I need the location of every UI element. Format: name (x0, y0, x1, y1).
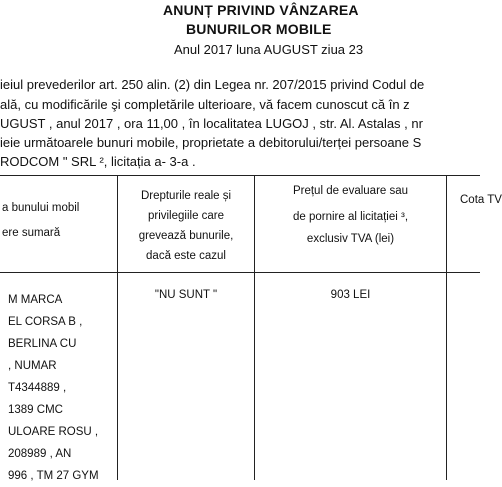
row-goods-line: 208989 , AN (8, 448, 72, 460)
row-goods-line: EL CORSA B , (8, 316, 83, 328)
header-col-goods-line: ere sumară (2, 227, 61, 239)
intro-line-2: ală, cu modificările şi completările ulterioare, vă facem cunoscut că în z (0, 97, 410, 112)
header-col-price (255, 180, 446, 250)
row-goods-line: T4344889 , (8, 382, 67, 394)
header-col-rights-line: dacă este cazul (146, 250, 226, 262)
intro-line-5: RODCOM " SRL ², licitația a- 3-a . (0, 154, 196, 169)
notice-subtitle: BUNURILOR MOBILE (186, 21, 332, 37)
header-col-rights-line: Drepturile reale și (140, 190, 232, 202)
intro-line-4: ieie următoarele bunuri mobile, proprietate a debitorului/terței persoane S (0, 135, 422, 150)
intro-line-1: ieiul prevederilor art. 250 alin. (2) din Legea nr. 207/2015 privind Codul de (0, 77, 425, 92)
header-col-vat: Cota TV (460, 194, 502, 206)
row-goods-line: 1389 CMC (8, 404, 63, 416)
intro-line-3: UGUST , anul 2017 , ora 11,00 , în localitatea LUGOJ , str. Al. Astalas , nr (0, 116, 423, 131)
row-col-price: 903 LEI (330, 289, 371, 301)
table-top-border (0, 175, 480, 176)
row-col-goods-description (8, 289, 99, 487)
header-col-rights (118, 186, 254, 266)
header-col-goods-line: a bunului mobil (2, 202, 80, 214)
header-col-price-line: de pornire al licitației ³, (292, 211, 409, 223)
header-col-rights-line: grevează bunurile, (138, 230, 234, 242)
table-col-divider-3 (446, 175, 447, 480)
row-goods-line: BERLINA CU (8, 338, 77, 350)
row-goods-line: , NUMAR (8, 360, 57, 372)
header-col-goods (2, 196, 79, 246)
row-goods-line: 996 , TM 27 GYM (8, 470, 99, 482)
table-header-divider (0, 272, 480, 273)
header-col-price-line: Prețul de evaluare sau (292, 185, 409, 197)
notice-title: ANUNȚ PRIVIND VÂNZAREA (163, 2, 359, 18)
row-goods-line: ULOARE ROSU , (8, 426, 99, 438)
header-col-rights-line: privilegiile care (147, 210, 225, 222)
header-col-price-line: exclusiv TVA (lei) (306, 233, 395, 245)
notice-date: Anul 2017 luna AUGUST ziua 23 (174, 42, 364, 57)
row-goods-line: M MARCA (8, 294, 63, 306)
row-col-rights: "NU SUNT " (154, 289, 218, 301)
